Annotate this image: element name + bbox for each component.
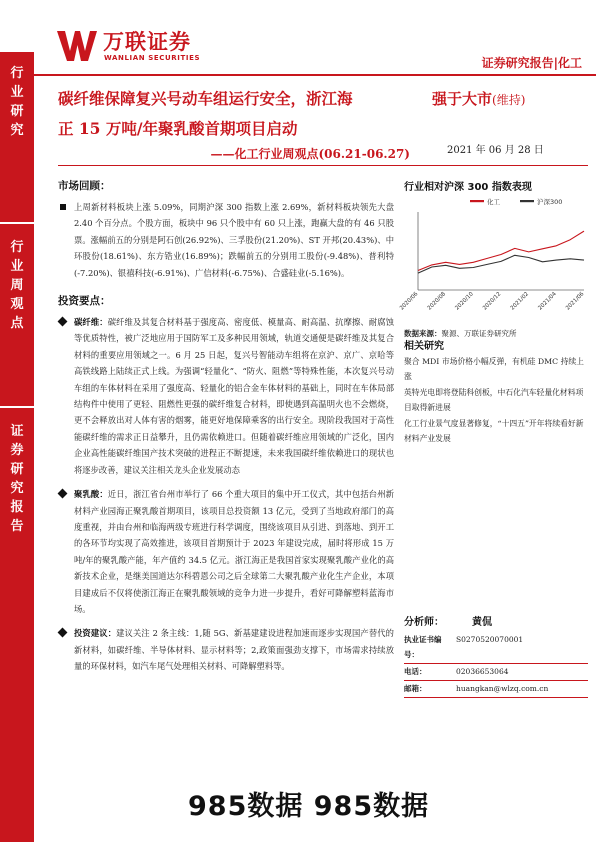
industry-rating xyxy=(432,88,525,109)
investment-item-advice xyxy=(58,625,394,674)
analyst-row-value: S0270520070001 xyxy=(456,635,524,644)
analyst-divider xyxy=(404,697,588,698)
diamond-bullet-icon xyxy=(58,317,68,327)
chart-x-tick-label: 2020/06 xyxy=(399,291,420,312)
watermark-text: 985数据 985数据 xyxy=(188,791,430,822)
related-research-heading: 相关研究 xyxy=(404,341,444,352)
investment-item-keyword: 碳纤维： xyxy=(74,317,108,328)
wanlian-logo-icon xyxy=(57,27,97,63)
chart-title: 行业相对沪深 300 指数表现 xyxy=(404,182,532,193)
main-column xyxy=(58,178,394,675)
diamond-bullet-icon xyxy=(58,489,68,499)
sidebar-label-industry-research: 行 业 研 究 xyxy=(10,66,24,138)
brand-name-cn: 万联证券 xyxy=(103,30,191,54)
chart-legend-swatch-1 xyxy=(520,200,534,202)
title-divider xyxy=(58,165,588,166)
investment-item-carbon-fiber xyxy=(58,314,394,478)
report-title-line-2: 正 15 万吨/年聚乳酸首期项目启动 xyxy=(58,119,298,138)
chart-x-tick-label: 2020/08 xyxy=(426,291,448,312)
analyst-phone-row xyxy=(404,664,588,679)
related-research-item[interactable]: 聚合 MDI 市场价格小幅反弹，有机硅 DMC 持续上涨 xyxy=(404,357,584,382)
chart-series-line-0 xyxy=(418,231,584,270)
chart-x-tick-label: 2021/02 xyxy=(509,291,531,312)
chart-x-tick-label: 2021/06 xyxy=(565,291,586,312)
analyst-name: 黄侃 xyxy=(472,617,492,628)
related-research-list xyxy=(404,354,588,446)
sidebar-label-weekly-view: 行 业 周 观 点 xyxy=(10,240,24,331)
sidebar-divider xyxy=(0,406,34,408)
analyst-row-value: 02036653064 xyxy=(456,667,509,676)
report-date: 2021 年 06 月 28 日 xyxy=(447,145,544,156)
investment-item-keyword: 聚乳酸： xyxy=(74,489,108,500)
investment-item-pla xyxy=(58,486,394,617)
report-title xyxy=(58,84,418,144)
investment-item-text: 碳纤维及其复合材料基于强度高、密度低、模量高、耐高温、抗摩擦、耐腐蚀等优质特性，被广泛地应用于国防军工及多种民用领域，轨道交通便是碳纤维及其复合材料的重要应用领域之一。6 月 25 日起，复兴号智能动车组将在京沪、京广、京哈等高铁线路上陆续正式上线。为强调“轻量化”、“防火、阻燃”等特殊性能，本次复兴号动车组的车体材料在采用了强度高、轻量化的铝合金车体材料的基础上，同时在车体局部结构件中使用了更轻、阻燃性更强的碳纤维复合材料，即使遇到高温明火也不会燃烧，更不会释放出对人体有害的烟雾，能更好地保障乘客的出行安全。现阶段我国对于高性能碳纤维的需求正日益攀升，且仍需依赖进口。但随着碳纤维应用领域的广泛化，国内企业高性能碳纤维国产技术突破的进程正不断提速，未来我国碳纤维依赖进口的现状也将逐步改善，建议关注相关龙头企业发展动态 xyxy=(74,317,394,475)
chart-source-label: 数据来源： xyxy=(404,329,442,338)
related-research-item[interactable]: 化工行业景气度显著修复，“十四五”开年将续看好新材料产业发展 xyxy=(404,418,584,444)
report-subtitle: ——化工行业周观点(06.21-06.27) xyxy=(210,147,410,161)
rating-status: (维持) xyxy=(492,93,526,107)
investment-item-keyword: 投资建议： xyxy=(74,628,117,639)
chart-legend-label-1: 沪深300 xyxy=(537,198,563,206)
investment-heading: 投资要点： xyxy=(58,295,111,308)
sidebar-label-securities-report: 证 券 研 究 报 告 xyxy=(10,424,24,534)
analyst-label: 分析师： xyxy=(404,617,444,628)
analyst-name-row xyxy=(404,613,588,628)
header-divider xyxy=(34,74,596,76)
related-research-item[interactable]: 英特光电即将登陆科创板，中石化汽车轻量化材料项目取得新进展 xyxy=(404,387,584,413)
analyst-email-row xyxy=(404,681,588,696)
brand-name-en: WANLIAN SECURITIES xyxy=(104,54,201,62)
report-title-line-1: 碳纤维保障复兴号动车组运行安全，浙江海 xyxy=(58,89,353,108)
chart-source-value: 聚源、万联证券研究所 xyxy=(441,329,517,338)
analyst-row-label: 电话： xyxy=(404,667,427,676)
rating-value: 强于大市 xyxy=(432,90,493,108)
analyst-email-link[interactable]: huangkan@wlzq.com.cn xyxy=(456,684,549,693)
relative-performance-chart xyxy=(399,196,588,324)
chart-x-tick-label: 2021/04 xyxy=(537,291,558,312)
investment-item-text: 建议关注 2 条主线：1,随 5G、新基建建设进程加速而逐步实现国产替代的新材料，如碳纤维、半导体材料、显示材料等；2,政策面强劲支撑下，市场需求持续放量的环保材料，如汽车尾气处理相关材料、可降解塑料等。 xyxy=(74,628,394,672)
report-category-tag: 证券研究报告|化工 xyxy=(481,56,582,70)
chart-x-tick-label: 2020/12 xyxy=(482,291,503,312)
chart-legend-swatch-0 xyxy=(470,200,484,202)
investment-item-text: 近日，浙江省台州市举行了 66 个重大项目的集中开工仪式，其中包括台州新材料产业园海正聚乳酸首期项目，该项目总投资额 13 亿元，受到了当地政府部门的高度重视，并由台州和临海两级专班进行科学调度，围绕该项目从引进、到落地、到开工的各环节均实现了高效推进，该项目首期预计于 2023 年建设完成，届时将形成 15 万吨/年的聚乳酸产能，年产值约 34.5 亿元。浙江海正是我国首家实现聚乳酸产业化的高新技术企业，是继美国道达尔科碧恩公司之后全球第二大聚乳酸产业化生产企业，本项目建成后不仅将使浙江海正在聚乳酸领域的竞争力进一步提升，看好可降解塑料蓝海市场。 xyxy=(74,489,394,614)
sidebar-divider xyxy=(0,222,34,224)
square-bullet-icon xyxy=(60,204,66,210)
market-review-paragraph: 上周新材料板块上涨 5.09%，同期沪深 300 指数上涨 2.69%，新材料板块领先大盘 2.40 个百分点。个股方面，板块中 96 只个股中有 60 只上涨，跑赢大盘的有 46 只股票。涨幅前五的分别是阿石创(26.92%)、三孚股份(21.20%)、ST 开邦(20.43%)、中环股份(18.61%)、东方锆业(16.89%)；跌幅前五的分别用工股份(-9.48%)、普利特(-7.20%)、银禧科技(-6.91%)、广信材料(-6.75%)、合盛硅业(-5.16%)。 xyxy=(58,199,394,281)
market-review-heading: 市场回顾： xyxy=(58,180,111,192)
analyst-row-label: 执业证书编号： xyxy=(404,635,442,659)
brand-logo xyxy=(57,25,237,67)
diamond-bullet-icon xyxy=(58,628,68,638)
left-sidebar xyxy=(0,52,34,842)
chart-svg xyxy=(399,196,588,324)
chart-x-tick-label: 2020/10 xyxy=(454,291,475,312)
chart-legend-label-0: 化工 xyxy=(487,198,500,206)
right-column xyxy=(399,178,588,339)
analyst-license-row xyxy=(404,632,588,662)
chart-series-line-1 xyxy=(418,255,584,273)
analyst-info xyxy=(404,613,588,698)
analyst-row-label: 邮箱： xyxy=(404,684,427,693)
